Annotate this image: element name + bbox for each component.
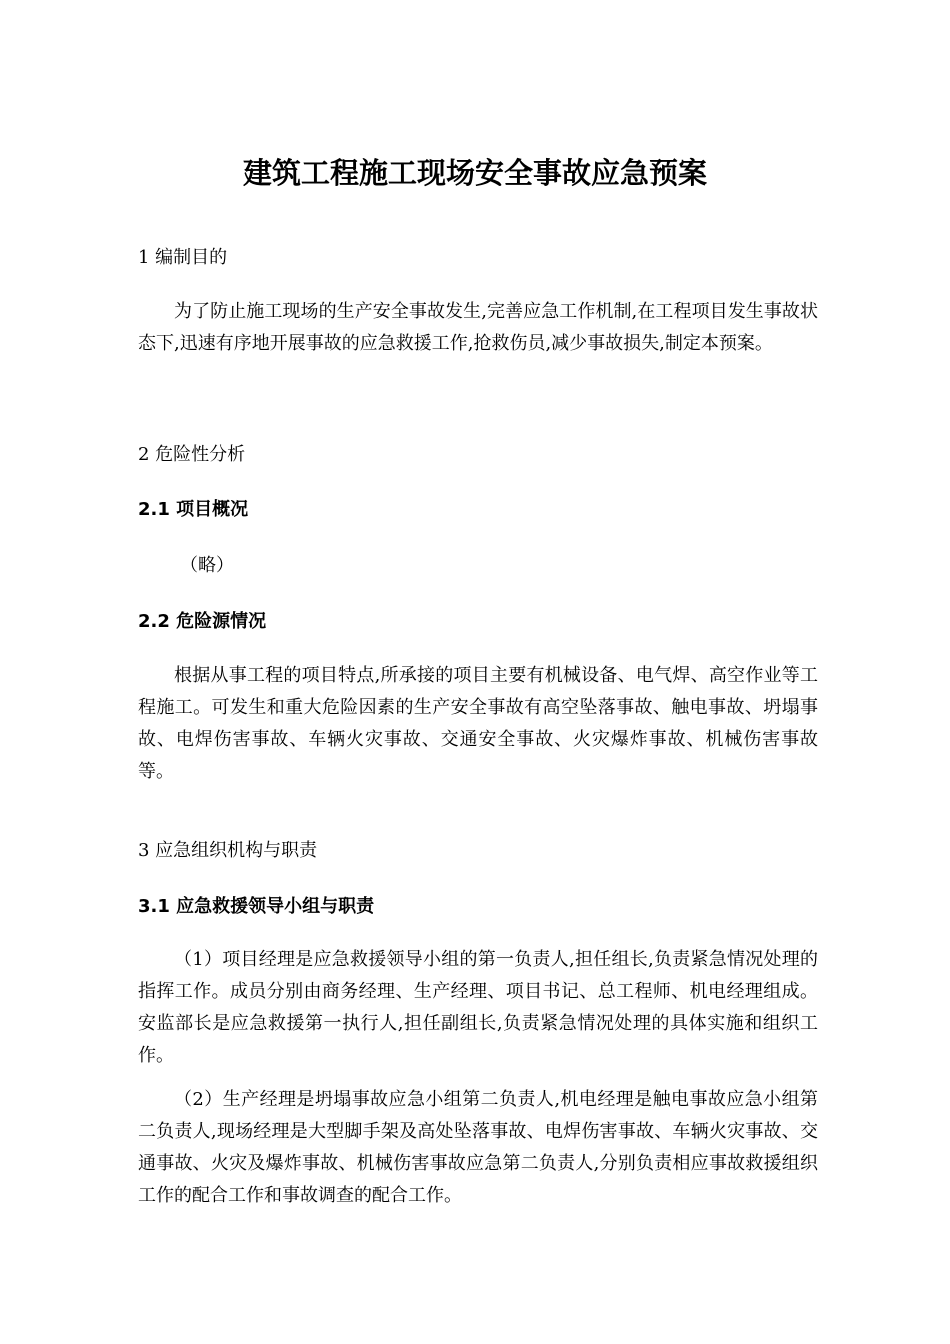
section-2-1-heading: 2.1 项目概况 — [138, 499, 249, 520]
document-title: 建筑工程施工现场安全事故应急预案 — [242, 156, 707, 190]
section-3-heading: 3 应急组织机构与职责 — [138, 840, 318, 861]
section-1-paragraph: 为了防止施工现场的生产安全事故发生,完善应急工作机制,在工程项目发生事故状态下,迅速有序地开展事故的应急救援工作,抢救伤员,减少事故损失,制定本预案。 — [138, 301, 818, 354]
section-2-2-heading: 2.2 危险源情况 — [138, 611, 267, 632]
section-3-1-item-2: （2）生产经理是坍塌事故应急小组第二负责人,机电经理是触电事故应急小组第二负责人,现场经理是大型脚手架及高处坠落事故、电焊伤害事故、车辆火灾事故、交通事故、火灾及爆炸事故、机械伤害事故应急第二负责人,分别负责相应事故救援组织工作的配合工作和事故调查的配合工作。 — [138, 1089, 818, 1206]
section-2-2-paragraph: 根据从事工程的项目特点,所承接的项目主要有机械设备、电气焊、高空作业等工程施工。可发生和重大危险因素的生产安全事故有高空坠落事故、触电事故、坍塌事故、电焊伤害事故、车辆火灾事故、交通安全事故、火灾爆炸事故、机械伤害事故等。 — [138, 665, 818, 782]
section-3-1-heading: 3.1 应急救援领导小组与职责 — [138, 896, 375, 917]
section-2-1-omitted-note: （略） — [180, 555, 234, 576]
section-1-heading: 1 编制目的 — [138, 247, 228, 268]
section-2-heading: 2 危险性分析 — [138, 444, 246, 465]
section-3-1-item-1: （1）项目经理是应急救援领导小组的第一负责人,担任组长,负责紧急情况处理的指挥工作。成员分别由商务经理、生产经理、项目书记、总工程师、机电经理组成。安监部长是应急救援第一执行人,担任副组长,负责紧急情况处理的具体实施和组织工作。 — [138, 949, 818, 1066]
